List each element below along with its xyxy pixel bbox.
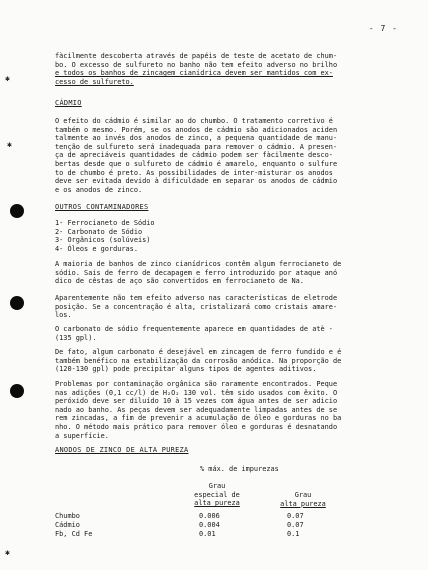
punch-hole-icon	[10, 296, 24, 310]
list-item: 4- Óleos e gorduras.	[55, 244, 138, 253]
text-line: e todos os banhos de zincagem cianídrica devem ser mantidos com ex-	[55, 69, 333, 78]
cell-especial: 0.004	[199, 520, 220, 529]
header-line: Grau	[208, 482, 226, 490]
section-heading-outros: OUTROS CONTAMINADORES	[55, 203, 149, 211]
row-label: Chumbo	[55, 511, 80, 520]
row-label: Cádmio	[55, 520, 80, 529]
text-line: Aparentemente não tem efeito adverso nas características de eletrode	[55, 294, 338, 302]
text-line: peróxido deve ser diluído 10 à 15 vezes com água antes de ser adicio	[55, 397, 338, 406]
list-item: 3- Orgânicos (solúveis)	[55, 236, 151, 245]
organicos-paragraph	[55, 380, 405, 440]
text-line: (135 gpl).	[55, 333, 97, 342]
row-label: Fb, Cd Fe	[55, 529, 93, 538]
header-line: Grau	[294, 491, 312, 499]
text-line: fàcilmente descoberta através de papéis de teste de acetato de chum-	[55, 52, 338, 60]
cell-especial: 0.006	[199, 511, 220, 520]
table-row	[55, 520, 347, 529]
margin-mark-icon: ✱	[5, 548, 10, 557]
cadmio-paragraph	[55, 117, 405, 194]
text-line: deve ser evitada devido à dificuldade em separar os anodos de cádmio	[55, 177, 338, 186]
text-line: dico de cêstas de aço são convertidos em ferrocianeto de Na.	[55, 277, 304, 286]
margin-mark-icon: ✱	[5, 74, 10, 83]
carbonato-paragraph	[55, 325, 405, 342]
header-line: alta pureza	[280, 499, 326, 508]
text-line: nho. O método mais prático para remover óleo e gorduras é desnatando	[55, 422, 338, 431]
text-line: De fato, algum carbonato é desejável em zincagem de ferro fundido e é	[55, 348, 342, 356]
text-line: O efeito do cádmio é similar ao do chumbo. O tratamento corretivo é	[55, 117, 333, 125]
efeito-paragraph	[55, 294, 405, 320]
text-line: nado ao banho. As peças devem ser adequadamente limpadas antes de se	[55, 405, 338, 414]
text-line: los.	[55, 311, 72, 320]
text-line: posição. Se a concentração é alta, cristalizará como cristais amare-	[55, 302, 338, 311]
text-line: cesso de sulfureto.	[55, 77, 134, 86]
text-line: talmente ao invés dos anodos de zinco, a pequena quantidade de manu-	[55, 134, 338, 143]
margin-mark-icon: ✱	[7, 140, 12, 149]
punch-hole-icon	[10, 384, 24, 398]
carbonato-benefico-paragraph	[55, 348, 405, 374]
cell-especial: 0.01	[199, 529, 216, 538]
intro-paragraph	[55, 52, 405, 86]
cell-alta: 0.07	[287, 520, 304, 529]
impurities-table	[55, 511, 347, 538]
text-line: a superfície.	[55, 431, 109, 440]
text-line: e os anodos de zinco.	[55, 185, 143, 194]
text-line: também o mesmo. Porém, se os anodos de cádmio são adicionados aciden	[55, 125, 338, 134]
cell-alta: 0.1	[287, 529, 300, 538]
list-item: 1- Ferrocianeto de Sódio	[55, 219, 155, 227]
text-line: sódio. Sais de ferro de decapagem e ferro introduzido por ataque anó	[55, 268, 338, 277]
text-line: nas adições (0,1 cc/l) de H₂O₂ 130 vol. têm sido usados com êxito. O	[55, 388, 338, 397]
table-row	[55, 511, 347, 520]
ferrocianeto-paragraph	[55, 260, 405, 286]
text-line: tenção de sulfureto será inadequada para remover o cádmio. A presen-	[55, 142, 338, 151]
section-heading-cadmio: CÁDMIO	[55, 99, 82, 107]
text-line: to de chumbo é preto. As possibilidades de inter-misturar os anodos	[55, 168, 333, 177]
column-header-especial	[184, 482, 250, 508]
text-line: A maioria de banhos de zinco cianídricos contêm algum ferrocianeto de	[55, 260, 342, 268]
text-line: O carbonato de sódio frequentemente aparece em quantidades de atè -	[55, 325, 333, 333]
impurezas-caption: % máx. de impurezas	[200, 465, 279, 473]
text-line: rem zincadas, a fim de prevenir a acumulação de óleo e gorduras no ba	[55, 414, 342, 423]
cell-alta: 0.07	[287, 511, 304, 520]
column-header-alta	[270, 491, 336, 508]
text-line: Problemas por contaminação orgânica são raramente encontrados. Peque	[55, 380, 338, 388]
page-number: - 7 -	[368, 24, 398, 33]
text-line: (120-130 gpl) pode precipitar alguns tipos de agentes aditivos.	[55, 365, 317, 374]
header-line: alta pureza	[194, 499, 240, 508]
text-line: ça de apreciáveis quantidades de cádmio podem ser fàcilmente desco-	[55, 151, 333, 160]
contaminants-list	[55, 219, 155, 253]
list-item: 2- Carbonato de Sódio	[55, 227, 143, 236]
section-heading-anodos: ANODOS DE ZINCO DE ALTA PUREZA	[55, 446, 189, 454]
header-line: especial de	[194, 490, 240, 499]
text-line: também benéfico na estabilização da corrosão anódica. Na proporção de	[55, 356, 342, 365]
text-line: bo. O excesso de sulfureto no banho não tem efeito adverso no brilho	[55, 60, 338, 69]
text-line: bertas desde que o sulfureto de cádmio é amarelo, enquanto o sulfure	[55, 159, 338, 168]
table-row	[55, 529, 347, 538]
punch-hole-icon	[10, 204, 24, 218]
